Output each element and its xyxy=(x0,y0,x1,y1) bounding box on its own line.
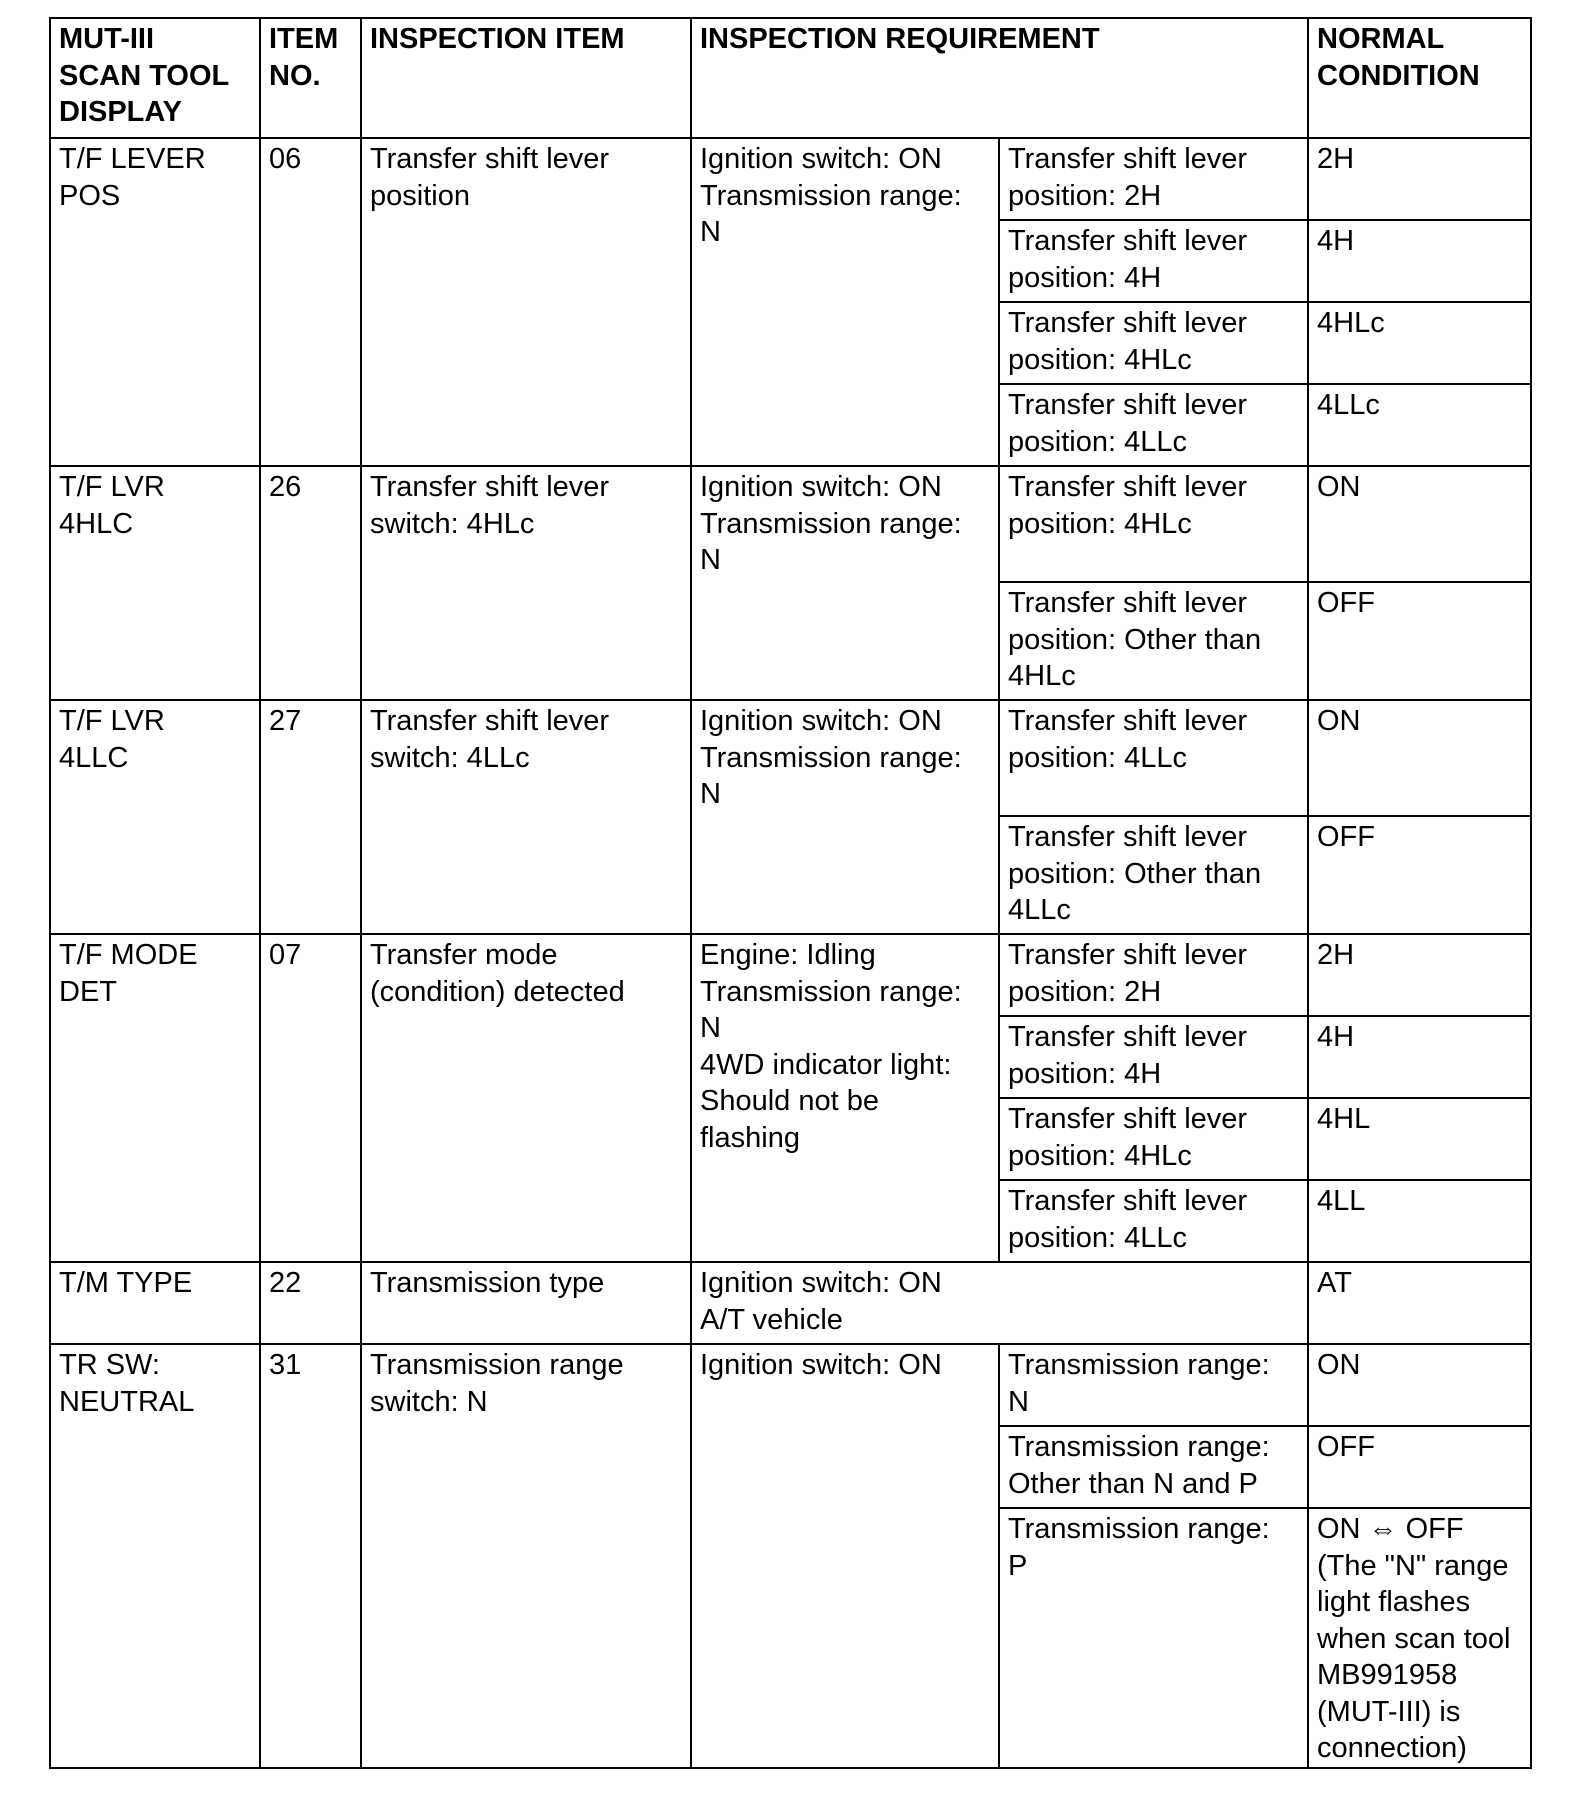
table-row xyxy=(50,934,1531,1016)
normal-condition-cell: OFF xyxy=(1308,1426,1531,1508)
requirement-cell: Ignition switch: ON A/T vehicle xyxy=(691,1262,1308,1344)
item-no-cell: 06 xyxy=(260,138,361,466)
requirement-cell: Ignition switch: ON Transmission range: N xyxy=(691,466,999,700)
normal-condition-cell: 4LLc xyxy=(1308,384,1531,466)
table-row xyxy=(50,466,1531,582)
requirement-cell: Ignition switch: ON Transmission range: N xyxy=(691,700,999,934)
inspection-item-cell: Transfer shift lever position xyxy=(361,138,691,466)
header-requirement: INSPECTION REQUIREMENT xyxy=(691,18,1308,138)
requirement-cell: Engine: Idling Transmission range: N 4WD indicator light: Should not be flashing xyxy=(691,934,999,1262)
normal-condition-cell: 4H xyxy=(1308,220,1531,302)
display-cell: T/F LVR 4HLC xyxy=(50,466,260,700)
inspection-table xyxy=(49,17,1532,1769)
condition-cell: Transfer shift lever position: 4HLc xyxy=(999,466,1308,582)
inspection-item-cell: Transmission type xyxy=(361,1262,691,1344)
requirement-cell: Ignition switch: ON Transmission range: N xyxy=(691,138,999,466)
header-display: MUT-III SCAN TOOL DISPLAY xyxy=(50,18,260,138)
condition-cell: Transfer shift lever position: 4H xyxy=(999,220,1308,302)
normal-condition-cell: AT xyxy=(1308,1262,1531,1344)
header-normal-condition: NORMAL CONDITION xyxy=(1308,18,1531,138)
condition-cell: Transfer shift lever position: 4LLc xyxy=(999,700,1308,816)
condition-cell: Transfer shift lever position: 4HLc xyxy=(999,302,1308,384)
display-cell: T/F MODE DET xyxy=(50,934,260,1262)
table-row xyxy=(50,1262,1531,1344)
header-inspection-item: INSPECTION ITEM xyxy=(361,18,691,138)
inspection-item-cell: Transfer shift lever switch: 4LLc xyxy=(361,700,691,934)
display-cell: T/F LVR 4LLC xyxy=(50,700,260,934)
normal-condition-cell: OFF xyxy=(1308,816,1531,934)
inspection-item-cell: Transmission range switch: N xyxy=(361,1344,691,1768)
condition-cell: Transfer shift lever position: 2H xyxy=(999,934,1308,1016)
display-cell: T/F LEVER POS xyxy=(50,138,260,466)
condition-cell: Transfer shift lever position: 2H xyxy=(999,138,1308,220)
display-cell: TR SW: NEUTRAL xyxy=(50,1344,260,1768)
normal-condition-cell: 4HLc xyxy=(1308,302,1531,384)
item-no-cell: 26 xyxy=(260,466,361,700)
header-row xyxy=(50,18,1531,138)
condition-cell: Transfer shift lever position: Other than 4HLc xyxy=(999,582,1308,700)
condition-cell: Transfer shift lever position: 4H xyxy=(999,1016,1308,1098)
normal-condition-cell: ON xyxy=(1308,466,1531,582)
table-row xyxy=(50,1344,1531,1426)
item-no-cell: 07 xyxy=(260,934,361,1262)
normal-condition-cell: ON xyxy=(1308,1344,1531,1426)
normal-condition-cell: OFF xyxy=(1308,582,1531,700)
item-no-cell: 22 xyxy=(260,1262,361,1344)
condition-cell: Transfer shift lever position: Other than 4LLc xyxy=(999,816,1308,934)
normal-condition-cell: 4LL xyxy=(1308,1180,1531,1262)
normal-condition-cell: 2H xyxy=(1308,934,1531,1016)
normal-condition-cell: ON ⇔ OFF (The "N" range light flashes when scan tool MB991958 (MUT-III) is connection) xyxy=(1308,1508,1531,1768)
table-row xyxy=(50,138,1531,220)
item-no-cell: 27 xyxy=(260,700,361,934)
normal-condition-cell: 4H xyxy=(1308,1016,1531,1098)
header-item-no: ITEM NO. xyxy=(260,18,361,138)
display-cell: T/M TYPE xyxy=(50,1262,260,1344)
condition-cell: Transmission range: Other than N and P xyxy=(999,1426,1308,1508)
inspection-item-cell: Transfer mode (condition) detected xyxy=(361,934,691,1262)
condition-cell: Transfer shift lever position: 4LLc xyxy=(999,1180,1308,1262)
condition-cell: Transfer shift lever position: 4HLc xyxy=(999,1098,1308,1180)
normal-condition-cell: ON xyxy=(1308,700,1531,816)
condition-cell: Transfer shift lever position: 4LLc xyxy=(999,384,1308,466)
condition-cell: Transmission range: P xyxy=(999,1508,1308,1768)
table-row xyxy=(50,700,1531,816)
requirement-cell: Ignition switch: ON xyxy=(691,1344,999,1768)
item-no-cell: 31 xyxy=(260,1344,361,1768)
condition-cell: Transmission range: N xyxy=(999,1344,1308,1426)
normal-condition-cell: 2H xyxy=(1308,138,1531,220)
normal-condition-cell: 4HL xyxy=(1308,1098,1531,1180)
inspection-item-cell: Transfer shift lever switch: 4HLc xyxy=(361,466,691,700)
